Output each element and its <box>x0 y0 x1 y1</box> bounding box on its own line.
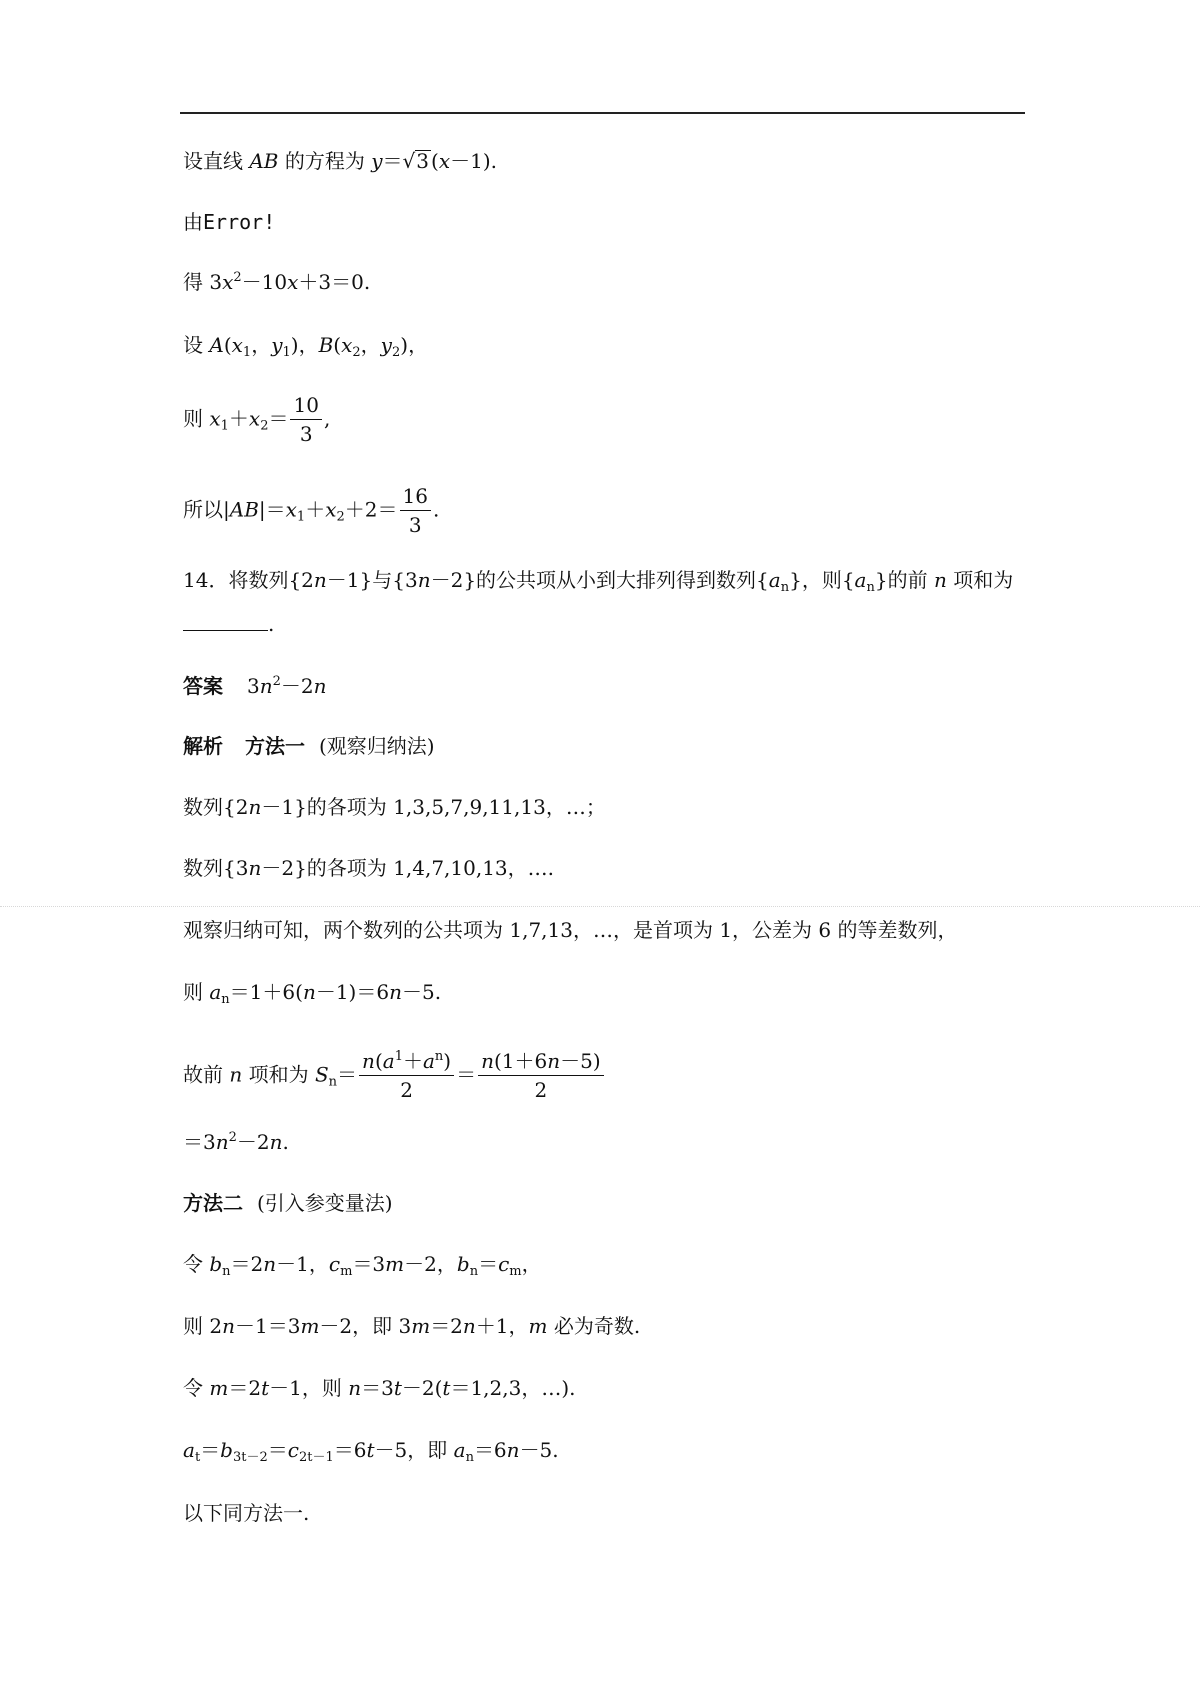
m-odd <box>183 1316 640 1336</box>
subscript: 2 <box>391 345 401 360</box>
subscript: n <box>866 580 875 595</box>
subscript: n <box>780 580 790 595</box>
analysis-method-one <box>183 736 435 756</box>
subscript: n <box>222 1264 231 1279</box>
superscript: 2 <box>233 270 242 285</box>
same-as-method-one <box>183 1503 309 1523</box>
text: 数列{2 <box>183 795 249 819</box>
text: ＝2 <box>228 1376 262 1400</box>
var: m <box>528 1314 548 1338</box>
var: y <box>271 333 283 357</box>
text: 令 <box>183 1376 210 1400</box>
text: 3 <box>247 674 260 698</box>
superscript: n <box>434 1049 444 1064</box>
var: b <box>209 1252 223 1276</box>
text: 设直线 <box>183 149 250 173</box>
text: 得 3 <box>183 270 223 294</box>
var: n <box>302 980 316 1004</box>
subscript: n <box>465 1450 474 1465</box>
var: n <box>348 1376 362 1400</box>
text: 令 <box>183 1252 210 1276</box>
answer-blank <box>183 612 268 631</box>
line-ab-length <box>183 485 439 537</box>
answer-blank-line <box>183 612 274 634</box>
var: n <box>229 1062 243 1087</box>
analysis-label: 解析 <box>183 734 223 758</box>
subscript: n <box>221 992 230 1007</box>
text: 数列{3 <box>183 856 249 880</box>
subscript: m <box>509 1264 522 1279</box>
denominator: 3 <box>408 513 422 537</box>
var: x <box>287 270 299 294</box>
sqrt-sign: √ <box>402 149 416 173</box>
text: 则 2 <box>183 1314 223 1338</box>
method-two <box>183 1193 393 1213</box>
text: ( <box>374 1049 383 1073</box>
text: 则 <box>183 406 210 431</box>
denominator: 2 <box>534 1078 548 1102</box>
var: n <box>215 1130 229 1154</box>
var: b <box>220 1438 233 1462</box>
var: t <box>442 1376 451 1400</box>
observation-line <box>183 920 958 940</box>
var: y <box>371 149 383 173</box>
text: －1＝3 <box>234 1314 301 1338</box>
subscript: t <box>194 1450 201 1465</box>
answer-line <box>183 676 327 696</box>
text: 则 <box>183 980 210 1004</box>
text: －5) <box>560 1049 601 1073</box>
var: m <box>209 1376 229 1400</box>
text: 14．将数列{2 <box>183 568 314 592</box>
var: a <box>768 568 781 592</box>
text: 由Error! <box>183 210 276 234</box>
line-equation-ab <box>183 150 497 171</box>
line-set-points <box>183 333 429 360</box>
text: ( <box>333 333 342 357</box>
subscript: n <box>328 1074 338 1090</box>
text: }，则{ <box>789 568 855 592</box>
text: . <box>268 612 275 636</box>
text: ＝ <box>382 149 403 173</box>
text: ＝ <box>478 1252 499 1276</box>
an-formula <box>183 980 442 1007</box>
var: a <box>854 568 867 592</box>
var: n <box>269 1130 283 1154</box>
var: B <box>318 333 334 357</box>
text: . <box>432 497 440 522</box>
text: 观察归纳可知，两个数列的公共项为 1,7,13，…，是首项为 1，公差为 6 的等差数列， <box>183 918 958 942</box>
var: A <box>209 333 224 357</box>
denominator: 3 <box>299 422 313 446</box>
subscript: n <box>469 1264 479 1279</box>
text: 故前 <box>183 1062 230 1087</box>
var: a <box>209 980 222 1004</box>
numerator <box>359 1050 454 1076</box>
text: －5，即 <box>374 1438 454 1462</box>
var: b <box>456 1252 470 1276</box>
var: n <box>248 795 262 819</box>
question-14 <box>183 568 1014 595</box>
superscript: 2 <box>272 674 281 689</box>
text: ＝ <box>200 1438 221 1462</box>
text: 以下同方法一. <box>183 1501 310 1525</box>
text: ， <box>360 333 381 357</box>
text: ) <box>443 1049 452 1073</box>
text: 所以| <box>183 497 230 522</box>
text: －2}的各项为 1,4,7,10,13，…. <box>261 856 555 880</box>
var: c <box>498 1252 510 1276</box>
text: －2}的公共项从小到大排列得到数列{ <box>430 568 769 592</box>
sequence-2n-1 <box>183 797 606 817</box>
var: n <box>417 568 431 592</box>
subscript: m <box>340 1264 353 1279</box>
numerator <box>478 1050 604 1076</box>
text: ＝ <box>267 1438 288 1462</box>
subscript: 2 <box>352 345 361 360</box>
var: x <box>325 497 337 522</box>
denominator: 2 <box>400 1078 413 1102</box>
text: . <box>282 1130 289 1154</box>
line-error <box>183 212 275 232</box>
sequence-3n-2 <box>183 858 554 878</box>
subscript: 2 <box>260 418 269 434</box>
text: ＋ <box>305 497 326 522</box>
text: )， <box>400 333 429 357</box>
superscript: 1 <box>394 1049 403 1064</box>
subscript: 2t－1 <box>298 1450 334 1465</box>
var: a <box>382 1049 395 1073</box>
text: －2，即 3 <box>319 1314 412 1338</box>
var: m <box>385 1252 405 1276</box>
var: n <box>263 1252 277 1276</box>
text: －1}与{3 <box>326 568 418 592</box>
sn-formula <box>183 1050 606 1102</box>
method-label: 方法二 <box>183 1191 243 1215</box>
text: 设 <box>183 333 210 357</box>
text: 项和为 <box>242 1062 315 1087</box>
text: －5. <box>519 1438 559 1462</box>
superscript: 2 <box>228 1130 237 1145</box>
text: ＝3 <box>352 1252 386 1276</box>
text: ＝1＋6( <box>229 980 303 1004</box>
line-sum-x <box>183 394 330 446</box>
fraction <box>359 1050 454 1102</box>
subscript: 1 <box>296 509 306 525</box>
text: ＋2＝ <box>344 497 398 522</box>
line-quadratic <box>183 272 370 292</box>
var: S <box>314 1062 329 1087</box>
var: n <box>481 1049 494 1073</box>
text: －1， <box>276 1252 329 1276</box>
var: AB <box>229 497 259 522</box>
text: ＋1， <box>475 1314 529 1338</box>
text: ， <box>521 1252 542 1276</box>
text: (1＋6 <box>493 1049 548 1073</box>
numerator: 10 <box>290 394 321 420</box>
text: －2， <box>404 1252 457 1276</box>
var: n <box>547 1049 561 1073</box>
text: ＋ <box>228 406 249 431</box>
var: t <box>366 1438 375 1462</box>
var: n <box>222 1314 235 1338</box>
text: ＝ <box>337 1062 358 1087</box>
text: ＋3＝0. <box>298 270 371 294</box>
var: x <box>438 149 451 173</box>
var: y <box>380 333 392 357</box>
text: 必为奇数. <box>547 1314 641 1338</box>
var: a <box>453 1438 466 1462</box>
var: t <box>261 1376 270 1400</box>
var: x <box>209 406 221 431</box>
text: ＝3 <box>361 1376 394 1400</box>
subscript: 3t－2 <box>232 1450 268 1465</box>
var: t <box>393 1376 402 1400</box>
answer-label: 答案 <box>183 674 223 698</box>
text: 的方程为 <box>278 149 372 173</box>
var: n <box>389 980 402 1004</box>
var: n <box>506 1438 520 1462</box>
text: ＝6 <box>473 1438 507 1462</box>
text: ＝1,2,3，…). <box>450 1376 576 1400</box>
var: n <box>248 856 262 880</box>
var: x <box>248 406 261 431</box>
var: n <box>313 568 327 592</box>
define-bn-cm <box>183 1252 542 1279</box>
at-formula <box>183 1438 559 1465</box>
text: 项和为 <box>946 568 1014 592</box>
text: －10 <box>241 270 288 294</box>
text: －1}的各项为 1,3,5,7,9,11,13，…； <box>261 795 606 819</box>
text: －2 <box>280 674 314 698</box>
text: ， <box>251 333 272 357</box>
text: ( <box>431 149 439 173</box>
text: , <box>323 406 331 431</box>
fraction <box>400 485 431 537</box>
text: ＝2 <box>430 1314 463 1338</box>
subscript: 2 <box>336 509 345 525</box>
var: x <box>341 333 353 357</box>
text: }的前 <box>874 568 934 592</box>
text: ＝2 <box>230 1252 264 1276</box>
var: x <box>285 497 297 522</box>
var: n <box>462 1314 476 1338</box>
var: n <box>933 568 947 592</box>
var: m <box>411 1314 431 1338</box>
text: |＝ <box>258 497 286 522</box>
text: －1，则 <box>269 1376 349 1400</box>
subscript: 1 <box>282 345 291 360</box>
page-break-divider <box>0 906 1200 907</box>
sqrt-radicand <box>415 150 431 171</box>
text: －2 <box>236 1130 270 1154</box>
var: AB <box>249 149 279 173</box>
text: ＝ <box>456 1062 477 1087</box>
var: x <box>222 270 234 294</box>
header-rule <box>180 112 1025 114</box>
subscript: 1 <box>220 418 229 434</box>
define-m-t <box>183 1378 576 1398</box>
var: a <box>183 1438 195 1462</box>
text: )， <box>290 333 319 357</box>
var: c <box>328 1252 341 1276</box>
text: －5. <box>401 980 442 1004</box>
text: －2( <box>401 1376 443 1400</box>
text: (引入参变量法) <box>257 1191 393 1215</box>
text: ＋ <box>402 1049 423 1073</box>
method-label: 方法一 <box>245 734 305 758</box>
text: －1)＝6 <box>315 980 390 1004</box>
text: ＝6 <box>333 1438 367 1462</box>
var: m <box>300 1314 320 1338</box>
subscript: 1 <box>242 345 252 360</box>
var: c <box>287 1438 299 1462</box>
text: －1). <box>450 149 497 173</box>
text: ＝3 <box>183 1130 216 1154</box>
text: ( <box>223 333 232 357</box>
fraction <box>478 1050 604 1102</box>
text: ＝ <box>268 406 289 431</box>
var: n <box>259 674 273 698</box>
var: a <box>422 1049 435 1073</box>
sn-result <box>183 1132 289 1152</box>
var: n <box>362 1049 375 1073</box>
numerator: 16 <box>400 485 431 511</box>
text: (观察归纳法) <box>319 734 435 758</box>
var: x <box>231 333 243 357</box>
var: n <box>313 674 327 698</box>
fraction <box>290 394 321 446</box>
text: 3 <box>416 149 430 173</box>
